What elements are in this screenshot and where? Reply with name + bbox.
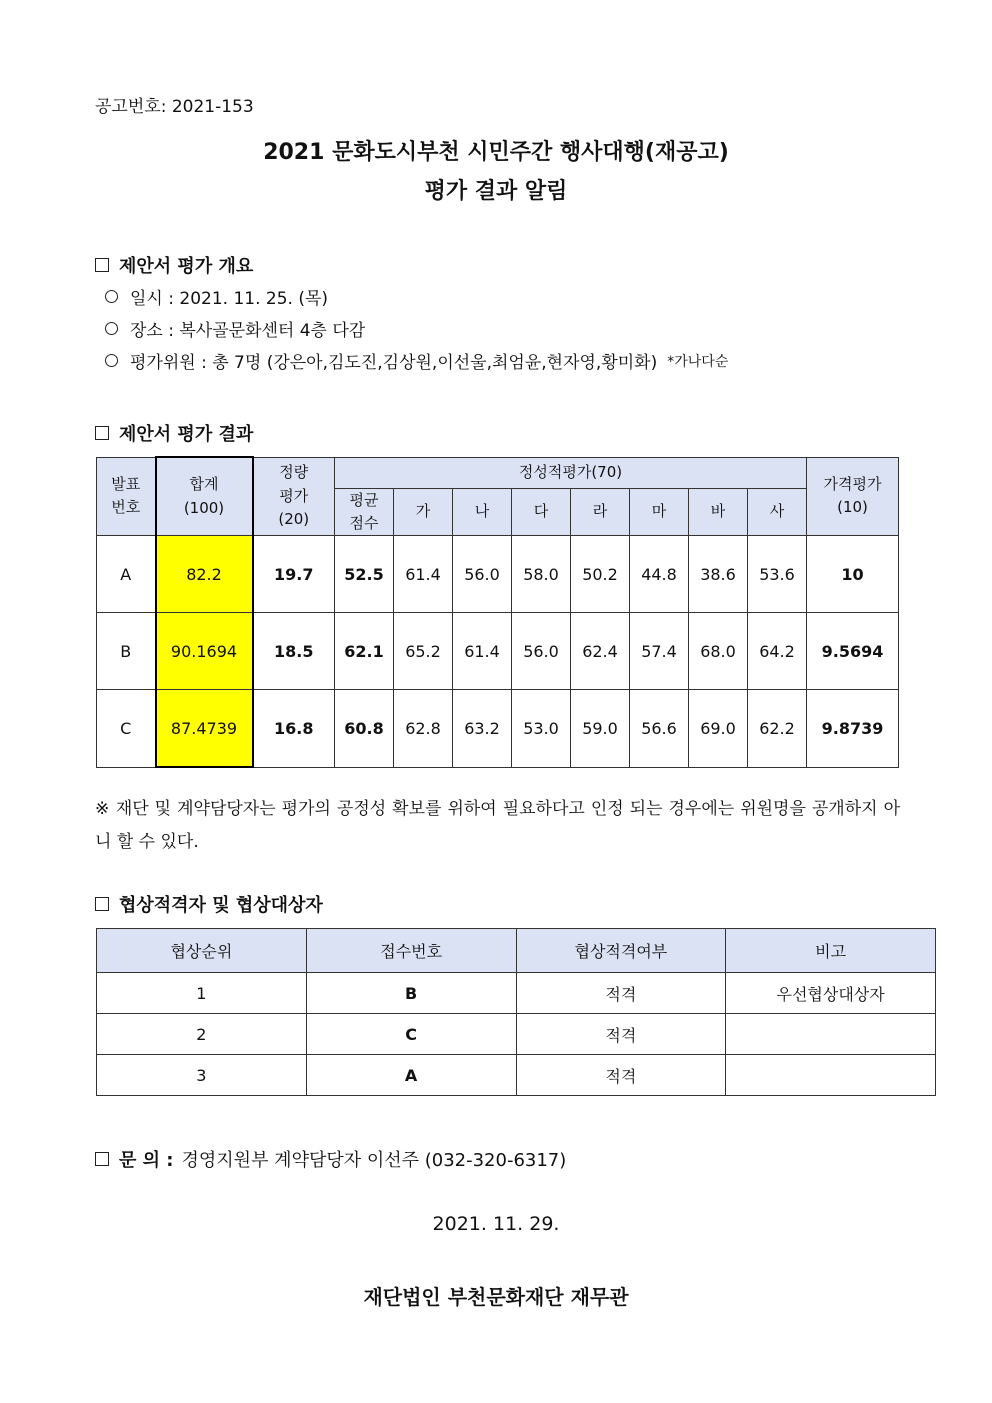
negotiation-heading (95, 891, 323, 917)
row-score: 62.8 (394, 690, 453, 768)
row-score: 68.0 (689, 613, 748, 690)
contact-line (95, 1146, 566, 1172)
header-evaluator: 라 (571, 488, 630, 536)
row-score: 61.4 (394, 536, 453, 613)
overview-place-text: 장소 : 복사골문화센터 4층 다감 (130, 321, 366, 341)
notice-number: 공고번호: 2021-153 (95, 97, 254, 117)
rank-cell: 1 (97, 973, 307, 1014)
overview-committee (105, 348, 728, 373)
row-score: 59.0 (571, 690, 630, 768)
header-evaluator: 다 (512, 488, 571, 536)
receipt-cell: A (306, 1055, 516, 1096)
checkbox-square-icon (95, 258, 109, 272)
rank-cell: 2 (97, 1014, 307, 1055)
header-quantitative: 정량 평가 (20) (253, 457, 335, 536)
row-score: 58.0 (512, 536, 571, 613)
overview-heading (95, 252, 253, 278)
results-heading-text: 제안서 평가 결과 (119, 424, 254, 445)
row-score: 62.2 (748, 690, 807, 768)
eligibility-cell: 적격 (516, 1014, 726, 1055)
circle-bullet-icon (105, 354, 118, 367)
receipt-cell: C (306, 1014, 516, 1055)
organization-name: 재단법인 부천문화재단 재무관 (363, 1285, 629, 1309)
row-quantitative: 19.7 (253, 536, 335, 613)
contact-label: 문 의 : (119, 1150, 174, 1171)
row-score: 62.4 (571, 613, 630, 690)
negotiation-heading-text: 협상적격자 및 협상대상자 (119, 895, 323, 916)
row-score: 44.8 (630, 536, 689, 613)
header-evaluator: 사 (748, 488, 807, 536)
header-total: 합계 (100) (156, 457, 253, 536)
row-score: 38.6 (689, 536, 748, 613)
row-score: 57.4 (630, 613, 689, 690)
circle-bullet-icon (105, 290, 118, 303)
table-row (97, 973, 936, 1014)
row-total: 82.2 (156, 536, 253, 613)
row-average: 52.5 (335, 536, 394, 613)
results-heading (95, 420, 253, 446)
document-title: 2021 문화도시부천 시민주간 행사대행(재공고) (263, 140, 729, 165)
header-evaluator: 바 (689, 488, 748, 536)
rank-cell: 3 (97, 1055, 307, 1096)
row-price: 9.5694 (807, 613, 899, 690)
eligibility-cell: 적격 (516, 973, 726, 1014)
row-id: A (97, 536, 156, 613)
row-score: 61.4 (453, 613, 512, 690)
negotiation-table (96, 928, 936, 1096)
row-average: 62.1 (335, 613, 394, 690)
checkbox-square-icon (95, 1152, 109, 1166)
row-price: 10 (807, 536, 899, 613)
header-rank: 협상순위 (97, 929, 307, 973)
row-total: 87.4739 (156, 690, 253, 768)
overview-committee-text: 평가위원 : 총 7명 (강은아,김도진,김상원,이선울,최엄윤,현자영,황미화) (130, 353, 658, 373)
row-id: B (97, 613, 156, 690)
row-score: 53.0 (512, 690, 571, 768)
table-row (97, 613, 899, 690)
header-presentation-number: 발표 번호 (97, 457, 156, 536)
receipt-cell: B (306, 973, 516, 1014)
remarks-cell (726, 1014, 936, 1055)
row-average: 60.8 (335, 690, 394, 768)
header-average: 평균 점수 (335, 488, 394, 536)
remarks-cell: 우선협상대상자 (726, 973, 936, 1014)
checkbox-square-icon (95, 897, 109, 911)
row-total: 90.1694 (156, 613, 253, 690)
row-score: 56.0 (453, 536, 512, 613)
footnote: ※ 재단 및 계약담당자는 평가의 공정성 확보를 위하여 필요하다고 인정 되는 경우에는 위원명을 공개하지 아니 할 수 있다. (95, 799, 900, 852)
overview-date (105, 284, 328, 309)
committee-note: *가나다순 (667, 353, 729, 370)
header-evaluator: 가 (394, 488, 453, 536)
row-quantitative: 16.8 (253, 690, 335, 768)
row-score: 64.2 (748, 613, 807, 690)
row-price: 9.8739 (807, 690, 899, 768)
circle-bullet-icon (105, 322, 118, 335)
header-eligibility: 협상적격여부 (516, 929, 726, 973)
row-score: 53.6 (748, 536, 807, 613)
header-receipt-number: 접수번호 (306, 929, 516, 973)
row-score: 63.2 (453, 690, 512, 768)
header-remarks: 비고 (726, 929, 936, 973)
issue-date: 2021. 11. 29. (432, 1213, 560, 1235)
header-evaluator: 나 (453, 488, 512, 536)
header-qualitative: 정성적평가(70) (335, 457, 807, 488)
row-id: C (97, 690, 156, 768)
results-table (96, 456, 899, 768)
row-score: 56.0 (512, 613, 571, 690)
overview-date-text: 일시 : 2021. 11. 25. (목) (130, 289, 329, 309)
document-subtitle: 평가 결과 알림 (424, 179, 568, 204)
row-score: 50.2 (571, 536, 630, 613)
row-score: 56.6 (630, 690, 689, 768)
overview-heading-text: 제안서 평가 개요 (119, 256, 254, 277)
remarks-cell (726, 1055, 936, 1096)
table-row (97, 1014, 936, 1055)
header-price: 가격평가 (10) (807, 457, 899, 536)
checkbox-square-icon (95, 426, 109, 440)
contact-text: 경영지원부 계약담당자 이선주 (032-320-6317) (181, 1150, 567, 1171)
table-row (97, 690, 899, 768)
row-score: 65.2 (394, 613, 453, 690)
row-quantitative: 18.5 (253, 613, 335, 690)
table-row (97, 536, 899, 613)
eligibility-cell: 적격 (516, 1055, 726, 1096)
header-evaluator: 마 (630, 488, 689, 536)
row-score: 69.0 (689, 690, 748, 768)
table-row (97, 1055, 936, 1096)
overview-place (105, 316, 365, 341)
